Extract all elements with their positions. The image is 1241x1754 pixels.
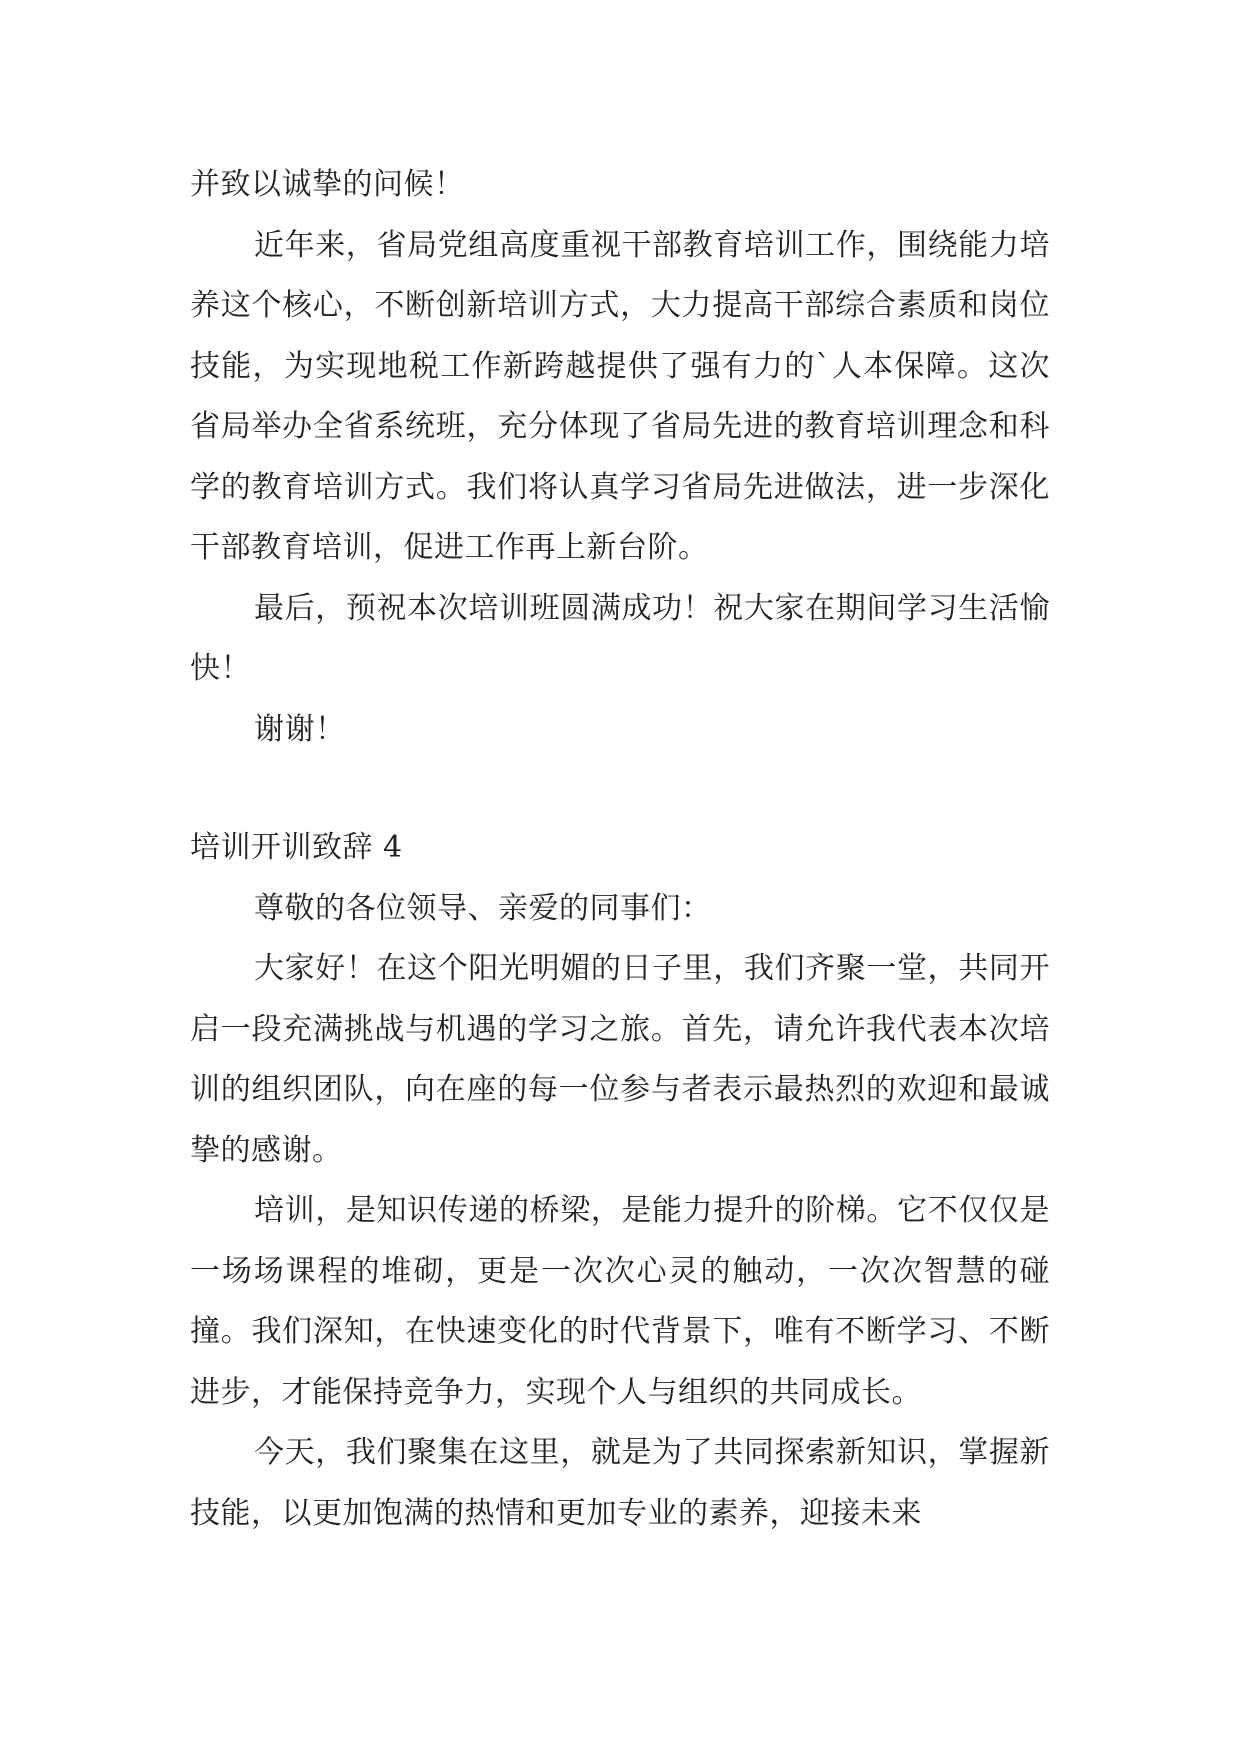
paragraph-greeting-end: 并致以诚挚的问候！	[190, 167, 465, 202]
paragraph-thanks: 谢谢！	[254, 711, 346, 747]
paragraph-closing-wishes: 最后，预祝本次培训班圆满成功！祝大家在期间学习生活愉快！	[190, 590, 1050, 686]
paragraph-training-meaning: 培训，是知识传递的桥梁，是能力提升的阶梯。它不仅仅是一场场课程的堆砌，更是一次次心灵的触动，一次次智慧的碰撞。我们深知，在快速变化的时代背景下，唯有不断学习、不断进步，才能保持竞争力，实现个人与组织的共同成长。	[190, 1193, 1050, 1410]
paragraph-recent-years: 近年来，省局党组高度重视干部教育培训工作，围绕能力培养这个核心，不断创新培训方式，大力提高干部综合素质和岗位技能，为实现地税工作新跨越提供了强有力的`人本保障。这次省局举办全省系统班，充分体现了省局先进的教育培训理念和科学的教育培训方式。我们将认真学习省局先进做法，进一步深化干部教育培训，促进工作再上新台阶。	[190, 227, 1050, 565]
paragraph-today: 今天，我们聚集在这里，就是为了共同探索新知识，掌握新技能，以更加饱满的热情和更加专业的素养，迎接未来	[190, 1435, 1050, 1531]
paragraph-welcome: 大家好！在这个阳光明媚的日子里，我们齐聚一堂，共同开启一段充满挑战与机遇的学习之旅。首先，请允许我代表本次培训的组织团队，向在座的每一位参与者表示最热烈的欢迎和最诚挚的感谢。	[190, 951, 1050, 1168]
paragraph-salutation: 尊敬的各位领导、亲爱的同事们：	[254, 890, 712, 926]
section-title: 培训开训致辞 4	[190, 830, 403, 865]
document-body	[190, 155, 1050, 1544]
